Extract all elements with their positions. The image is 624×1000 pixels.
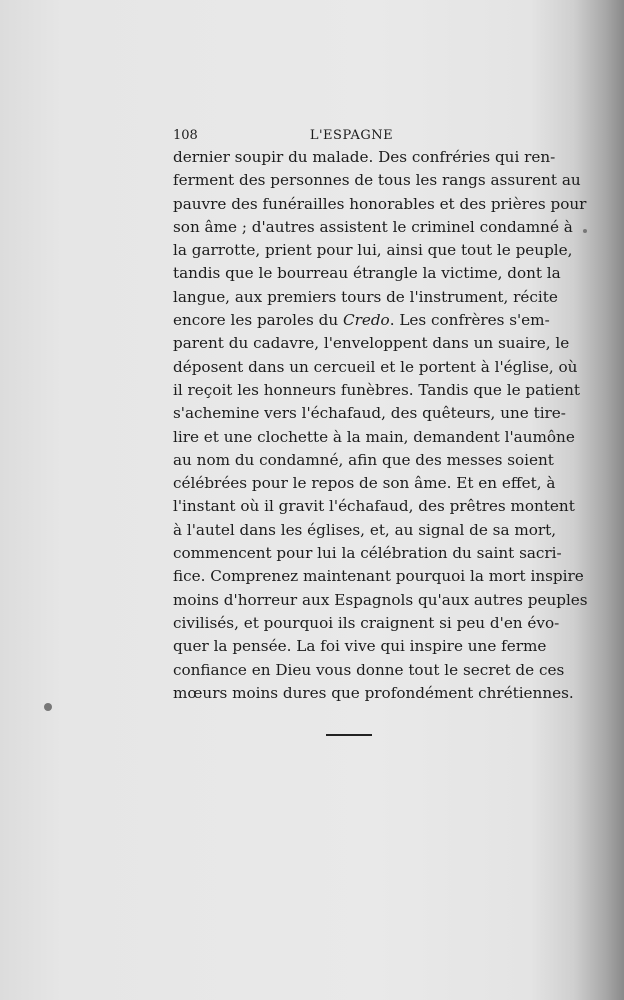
- body-text: [173, 146, 588, 705]
- page-number: 108: [173, 128, 198, 143]
- scan-speck: [44, 703, 52, 711]
- text-line: ferment des personnes de tous les rangs assurent au: [173, 171, 581, 190]
- text-line: civilisés, et pourquoi ils craignent si peu d'en évo-: [173, 613, 560, 632]
- end-rule: [326, 734, 372, 736]
- text-line: il reçoit les honneurs funèbres. Tandis que le patient: [173, 380, 581, 399]
- text-line: l'instant où il gravit l'échafaud, des prêtres montent: [173, 497, 575, 516]
- text-line: moins d'horreur aux Espagnols qu'aux autres peuples: [173, 590, 588, 609]
- text-line: à l'autel dans les églises, et, au signal de sa mort,: [173, 520, 557, 539]
- text-line: pauvre des funérailles honorables et des prières pour: [173, 194, 587, 213]
- text-line: s'achemine vers l'échafaud, des quêteurs, une tire-: [173, 404, 566, 423]
- text-segment: . Les confrères s'em-: [389, 311, 550, 330]
- text-line: mœurs moins dures que profondément chrétiennes.: [173, 683, 574, 702]
- text-segment: encore les paroles du: [173, 311, 343, 330]
- running-title: L'ESPAGNE: [309, 128, 394, 143]
- text-line: fice. Comprenez maintenant pourquoi la mort inspire: [173, 567, 584, 586]
- text-line: tandis que le bourreau étrangle la victime, dont la: [173, 264, 561, 283]
- text-line: [173, 309, 550, 332]
- text-line: lire et une clochette à la main, demandent l'aumône: [173, 427, 575, 446]
- text-line: dernier soupir du malade. Des confréries qui ren-: [173, 148, 556, 166]
- text-line: quer la pensée. La foi vive qui inspire une ferme: [173, 637, 547, 656]
- text-line: déposent dans un cercueil et le portent à l'église, où: [173, 357, 578, 376]
- text-line: célébrées pour le repos de son âme. Et en effet, à: [173, 474, 556, 493]
- text-line: son âme ; d'autres assistent le criminel condamné à: [173, 217, 573, 236]
- scan-speck: [583, 229, 587, 233]
- running-header: [173, 128, 530, 148]
- text-line: confiance en Dieu vous donne tout le secret de ces: [173, 660, 565, 679]
- text-line: langue, aux premiers tours de l'instrument, récite: [173, 287, 558, 306]
- text-line: au nom du condamné, afin que des messes soient: [173, 450, 554, 469]
- text-line: parent du cadavre, l'enveloppent dans un suaire, le: [173, 334, 570, 353]
- text-line: commencent pour lui la célébration du saint sacri-: [173, 544, 562, 563]
- text-line: la garrotte, prient pour lui, ainsi que tout le peuple,: [173, 241, 573, 260]
- italic-text: Credo: [342, 311, 390, 330]
